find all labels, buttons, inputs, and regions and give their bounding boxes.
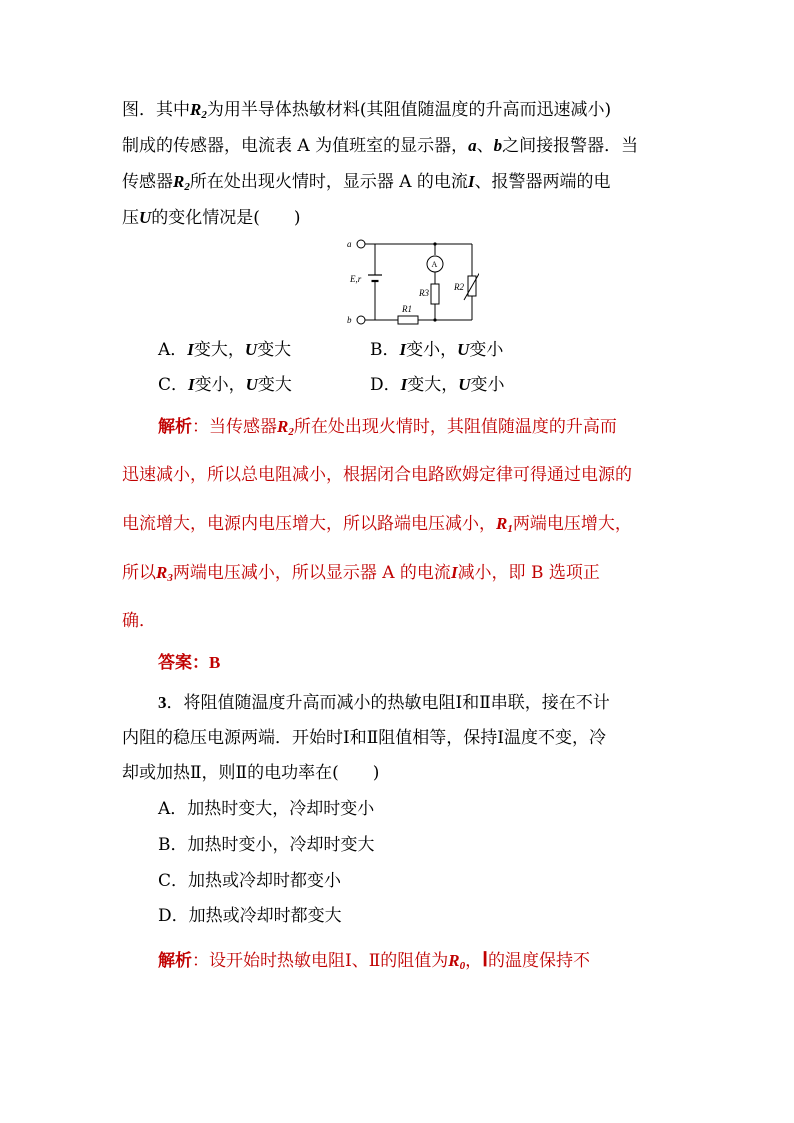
- q2-analysis-line-1: 解析：当传感器$R_2$所在处出现火情时，其阻值随温度的升高而: [158, 417, 617, 438]
- q2-analysis-line-2: 迅速减小，所以总电阻减小，根据闭合电路欧姆定律可得通过电源的: [122, 465, 632, 485]
- q3-analysis-line-1: 解析：设开始时热敏电阻Ⅰ、Ⅱ的阻值为$R_0$，Ⅰ的温度保持不: [158, 949, 591, 972]
- q3-line-2: 内阻的稳压电源两端．开始时Ⅰ和Ⅱ阻值相等，保持Ⅰ温度不变，冷: [122, 728, 606, 748]
- q3-option-c: C．加热或冷却时都变小: [158, 871, 342, 891]
- q2-answer: 答案：B: [158, 653, 221, 672]
- q3-option-a: A．加热时变大，冷却时变小: [158, 799, 375, 819]
- label-r2: R2: [454, 282, 464, 292]
- label-ammeter: A: [431, 260, 438, 269]
- q3-option-b: B．加热时变小，冷却时变大: [158, 835, 375, 855]
- q2-analysis-line-4: 所以$R_3$两端电压减小，所以显示器 A 的电流I减小，即 B 选项正: [122, 563, 600, 584]
- q2-line-1: 图．其中$R_2$为用半导体热敏材料(其阻值随温度的升高而迅速减小): [122, 100, 612, 121]
- terminal-b: [357, 316, 365, 324]
- q3-line-1: 3．将阻值随温度升高而减小的热敏电阻Ⅰ和Ⅱ串联，接在不计: [158, 693, 610, 713]
- circuit-diagram: [344, 232, 479, 330]
- label-er: E,r: [350, 274, 362, 284]
- q2-option-a: A．I变大，U变大: [158, 340, 292, 360]
- q3-option-d: D．加热或冷却时都变大: [158, 906, 342, 926]
- resistor-r3: [431, 284, 439, 304]
- label-r3: R3: [419, 288, 429, 298]
- resistor-r1: [398, 316, 418, 324]
- q2-line-4: 压U的变化情况是( ): [122, 208, 301, 228]
- q3-line-3: 却或加热Ⅱ，则Ⅱ的电功率在( ): [122, 763, 380, 783]
- label-a: a: [347, 239, 352, 249]
- q2-option-d: D．I变大，U变小: [370, 375, 505, 395]
- label-b: b: [347, 315, 352, 325]
- q2-option-b: B．I变小，U变小: [370, 340, 504, 360]
- q2-option-c: C．I变小，U变大: [158, 375, 292, 395]
- label-r1: R1: [402, 304, 412, 314]
- terminal-a: [357, 240, 365, 248]
- q2-line-3: 传感器$R_2$所在处出现火情时，显示器 A 的电流I、报警器两端的电: [122, 172, 611, 193]
- q2-analysis-line-3: 电流增大，电源内电压增大，所以路端电压减小，$R_1$两端电压增大，: [122, 514, 632, 535]
- q2-analysis-line-5: 确．: [122, 611, 156, 631]
- q2-line-2: 制成的传感器，电流表 A 为值班室的显示器，a、b之间接报警器．当: [122, 136, 639, 156]
